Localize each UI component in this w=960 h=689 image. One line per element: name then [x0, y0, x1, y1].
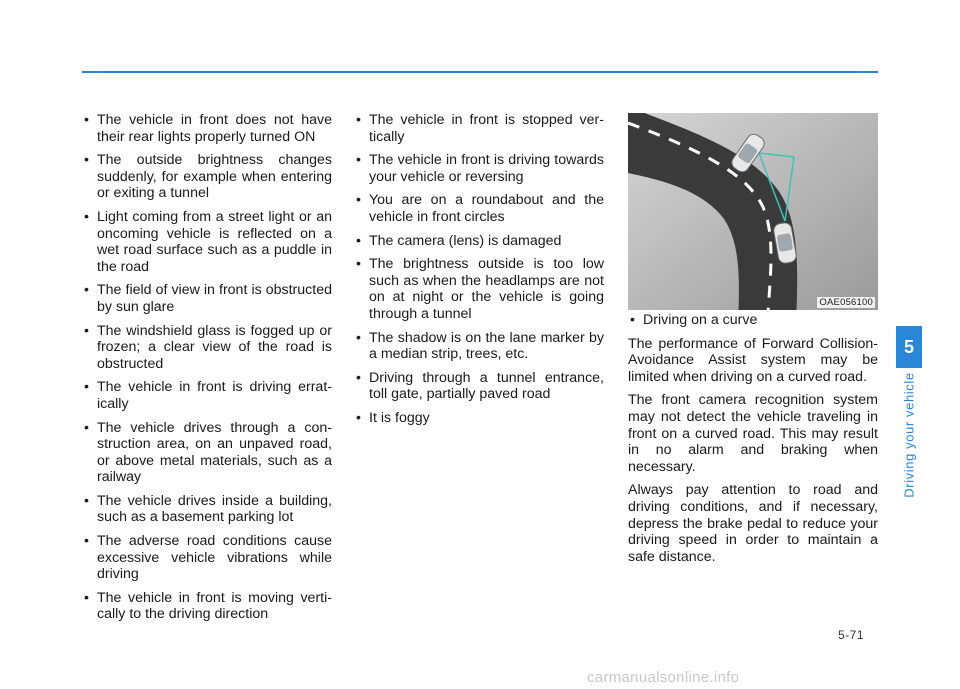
list-item: • Driving on a curve [628, 312, 878, 329]
chapter-title-text: Driving your vehicle [901, 372, 917, 498]
curve-bullet-list [628, 312, 878, 329]
paragraph: The performance of Forward Collision-Avoidance Assist system may be limited when driving on a curved road. [628, 335, 878, 385]
list-item: • Driving through a tunnel entrance, toll gate, partially paved road [354, 370, 604, 403]
limitation-list-left [82, 112, 332, 623]
list-item: • The windshield glass is fogged up or frozen; a clear view of the road is obstructed [82, 323, 332, 373]
list-item: • The vehicle in front is driving towards your vehicle or reversing [354, 152, 604, 185]
figure-code: OAE056100 [819, 297, 873, 308]
page-number: 5-71 [838, 628, 865, 642]
list-item: • You are on a roundabout and the vehicle in front circles [354, 192, 604, 225]
curve-road-illustration [628, 113, 878, 310]
middle-column [354, 112, 604, 434]
list-item: • The camera (lens) is damaged [354, 233, 604, 250]
road-curve-svg [628, 113, 878, 310]
list-item: • The vehicle in front is moving vertically to the driving direction [82, 590, 332, 623]
list-item: • The vehicle in front is stopped vertically [354, 112, 604, 145]
list-item: • The vehicle in front is driving erratically [82, 379, 332, 412]
watermark: carmanualsonline.info [587, 669, 740, 686]
list-item: • The brightness outside is too low such as when the headlamps are not on at night or the vehicle is going through a tunnel [354, 256, 604, 322]
list-item: • The outside brightness changes suddenly, for example when entering or exiting a tunnel [82, 152, 332, 202]
limitation-list-middle [354, 112, 604, 427]
list-item: • It is foggy [354, 410, 604, 427]
list-item: • Light coming from a street light or an oncoming vehicle is reflected on a wet road surface such as a puddle in the road [82, 209, 332, 275]
header-rule [82, 71, 878, 73]
right-column [628, 312, 878, 572]
paragraph: Always pay attention to road and driving conditions, and if necessary, depress the brake pedal to reduce your driving speed in order to maintain a safe distance. [628, 482, 878, 565]
list-item: • The field of view in front is obstructed by sun glare [82, 282, 332, 315]
list-item: • The vehicle drives through a construction area, on an unpaved road, or above metal materials, such as a railway [82, 420, 332, 486]
list-item: • The vehicle drives inside a building, such as a basement parking lot [82, 493, 332, 526]
list-item: • The vehicle in front does not have their rear lights properly turned ON [82, 112, 332, 145]
list-item: • The shadow is on the lane marker by a median strip, trees, etc. [354, 330, 604, 363]
list-item: • The adverse road conditions cause excessive vehicle vibrations while driving [82, 533, 332, 583]
chapter-number-tab: 5 [896, 326, 922, 368]
left-column [82, 112, 332, 630]
paragraph: The front camera recognition system may not detect the vehicle traveling in front on a curved road. This may result in no alarm and braking when necessary. [628, 392, 878, 475]
